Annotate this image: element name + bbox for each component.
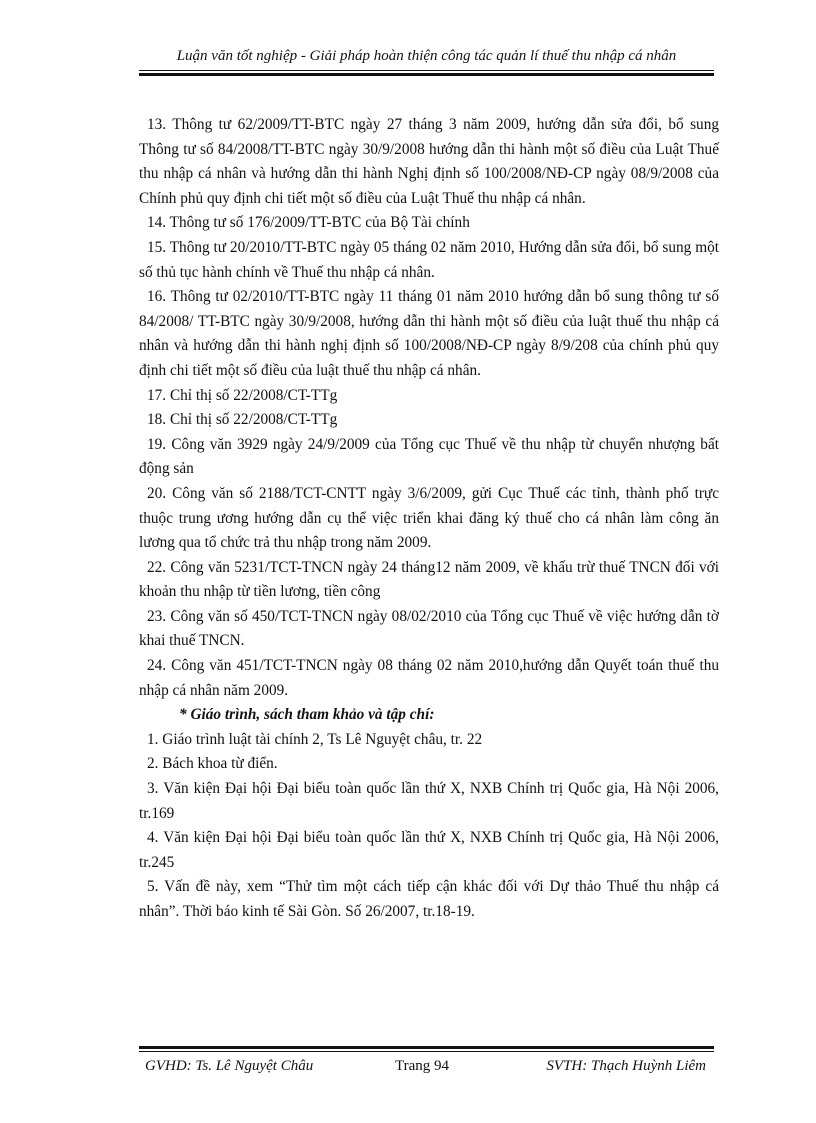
reference-item: 20. Công văn số 2188/TCT-CNTT ngày 3/6/2009, gửi Cục Thuế các tỉnh, thành phố trực thuộc trung ương hướng dẫn cụ thể việc triển khai đăng ký thuế cho cá nhân làm công ăn lương qua tổ chức trả thu nhập trong năm 2009. <box>139 484 719 552</box>
section-heading: * Giáo trình, sách tham khảo và tập chí: <box>179 706 435 724</box>
book-reference-item: 3. Văn kiện Đại hội Đại biểu toàn quốc lần thứ X, NXB Chính trị Quốc gia, Hà Nội 2006, tr.169 <box>139 780 719 822</box>
footer-rule-thin <box>139 1051 714 1052</box>
reference-item: 23. Công văn số 450/TCT-TNCN ngày 08/02/2010 của Tổng cục Thuế về việc hướng dẫn tờ khai thuế TNCN. <box>139 607 719 650</box>
page-header <box>139 48 714 65</box>
document-body <box>139 113 719 925</box>
header-rule-thick <box>139 73 714 76</box>
reference-item: 16. Thông tư 02/2010/TT-BTC ngày 11 tháng 01 năm 2010 hướng dẫn bổ sung thông tư số 84/2008/ TT-BTC ngày 30/9/2008, hướng dẫn thi hành một số điều của luật thuế thu nhập cá nhân và hướng dẫn thi hành nghị định số 100/2008/NĐ-CP ngày 8/9/208 của chính phủ quy định chi tiết một số điều của luật thuế thu nhập cá nhân. <box>139 288 719 379</box>
reference-item: 19. Công văn 3929 ngày 24/9/2009 của Tổng cục Thuế về thu nhập từ chuyển nhượng bất động sản <box>139 435 719 478</box>
header-rule-thin <box>139 70 714 71</box>
reference-item: 18. Chỉ thị số 22/2008/CT-TTg <box>147 411 338 429</box>
footer-rule-thick <box>139 1046 714 1049</box>
book-reference-item: 5. Vấn đề này, xem “Thử tìm một cách tiếp cận khác đối với Dự thảo Thuế thu nhập cá nhân”. Thời báo kinh tế Sài Gòn. Số 26/2007, tr.18-19. <box>139 878 719 920</box>
reference-item: 24. Công văn 451/TCT-TNCN ngày 08 tháng 02 năm 2010,hướng dẫn Quyết toán thuế thu nhập cá nhân năm 2009. <box>139 657 719 699</box>
reference-item: 17. Chỉ thị số 22/2008/CT-TTg <box>147 386 338 404</box>
reference-item: 14. Thông tư số 176/2009/TT-BTC của Bộ Tài chính <box>147 214 470 232</box>
book-reference-item: 4. Văn kiện Đại hội Đại biểu toàn quốc lần thứ X, NXB Chính trị Quốc gia, Hà Nội 2006, tr.245 <box>139 829 719 871</box>
footer-page-number: Trang 94 <box>395 1058 450 1074</box>
reference-item: 13. Thông tư 62/2009/TT-BTC ngày 27 tháng 3 năm 2009, hướng dẫn sửa đổi, bổ sung Thông tư số 84/2008/TT-BTC ngày 30/9/2008 hướng dẫn thi hành một số điều của Luật Thuế thu nhập cá nhân và hướng dẫn thi hành Nghị định số 100/2008/NĐ-CP ngày 08/9/2008 của Chính phủ quy định chi tiết một số điều của Luật Thuế thu nhập cá nhân. <box>139 116 719 207</box>
footer-advisor: GVHD: Ts. Lê Nguyệt Châu <box>145 1058 314 1074</box>
book-reference-item: 1. Giáo trình luật tài chính 2, Ts Lê Nguyệt châu, tr. 22 <box>147 730 483 748</box>
reference-item: 22. Công văn 5231/TCT-TNCN ngày 24 tháng12 năm 2009, về khấu trừ thuế TNCN đối với khoản thu nhập từ tiền lương, tiền công <box>139 558 719 601</box>
footer-student: SVTH: Thạch Huỳnh Liêm <box>546 1058 706 1074</box>
reference-item: 15. Thông tư 20/2010/TT-BTC ngày 05 tháng 02 năm 2010, Hướng dẫn sửa đổi, bổ sung một số thủ tục hành chính về Thuế thu nhập cá nhân. <box>139 238 719 281</box>
header-title: Luận văn tốt nghiệp - Giải pháp hoàn thiện công tác quản lí thuế thu nhập cá nhân <box>176 48 677 64</box>
book-reference-item: 2. Bách khoa từ điển. <box>147 755 278 773</box>
